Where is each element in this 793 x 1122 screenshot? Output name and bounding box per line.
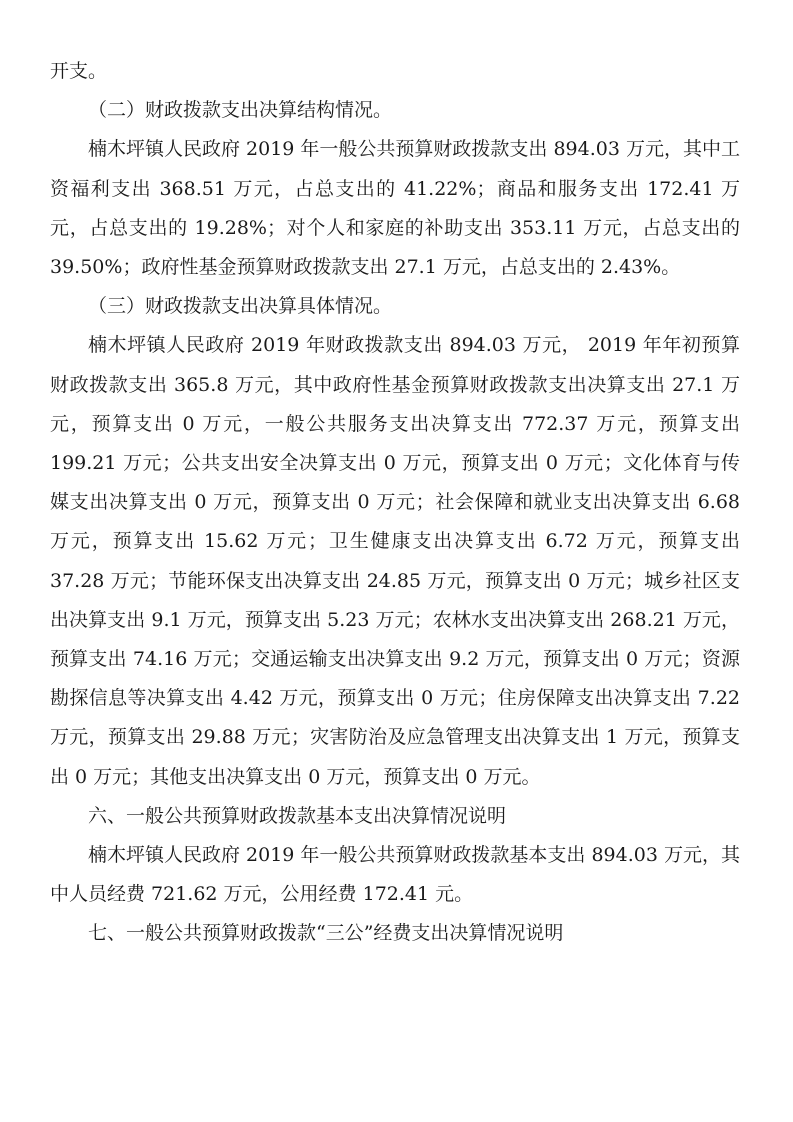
paragraph-basic-expenditure: 楠木坪镇人民政府 2019 年一般公共预算财政拨款基本支出 894.03 万元，其中人员经费 721.62 万元，公用经费 172.41 元。 [50,844,740,906]
section-heading-three-public: 七、一般公共预算财政拨款“三公”经费支出决算情况说明 [88,922,564,945]
continuation-text: 开支。 [50,60,108,82]
section-heading-fiscal-detail: （三）财政拨款支出决算具体情况。 [88,295,393,318]
paragraph-fiscal-detail: 楠木坪镇人民政府 2019 年财政拨款支出 894.03 万元， 2019 年年初预算财政拨款支出 365.8 万元，其中政府性基金预算财政拨款支出决算支出 27.1 万元，预算支出 0 万元，一般公共服务支出决算支出 772.37 万元，预算支出 199.21 万元；公共支出安全决算支出 0 万元，预算支出 0 万元；文化体育与传媒支出决算支出 0 万元，预算支出 0 万元；社会保障和就业支出决算支出 6.68 万元，预算支出 15.62 万元；卫生健康支出决算支出 6.72 万元，预算支出 37.28 万元；节能环保支出决算支出 24.85 万元，预算支出 0 万元；城乡社区支出决算支出 9.1 万元，预算支出 5.23 万元；农林水支出决算支出 268.21 万元，预算支出 74.16 万元；交通运输支出决算支出 9.2 万元，预算支出 0 万元；资源勘探信息等决算支出 4.42 万元，预算支出 0 万元；住房保障支出决算支出 7.22 万元，预算支出 29.88 万元；灾害防治及应急管理支出决算支出 1 万元，预算支出 0 万元；其他支出决算支出 0 万元，预算支出 0 万元。 [50,334,740,788]
paragraph-fiscal-structure: 楠木坪镇人民政府 2019 年一般公共预算财政拨款支出 894.03 万元，其中工资福利支出 368.51 万元，占总支出的 41.22%；商品和服务支出 172.41 万元，占总支出的 19.28%；对个人和家庭的补助支出 353.11 万元，占总支出的 39.50%；政府性基金预算财政拨款支出 27.1 万元，占总支出的 2.43%。 [50,138,740,279]
section-heading-fiscal-structure: （二）财政拨款支出决算结构情况。 [88,99,393,122]
document-page [50,52,740,954]
section-heading-basic-expenditure: 六、一般公共预算财政拨款基本支出决算情况说明 [88,804,507,827]
